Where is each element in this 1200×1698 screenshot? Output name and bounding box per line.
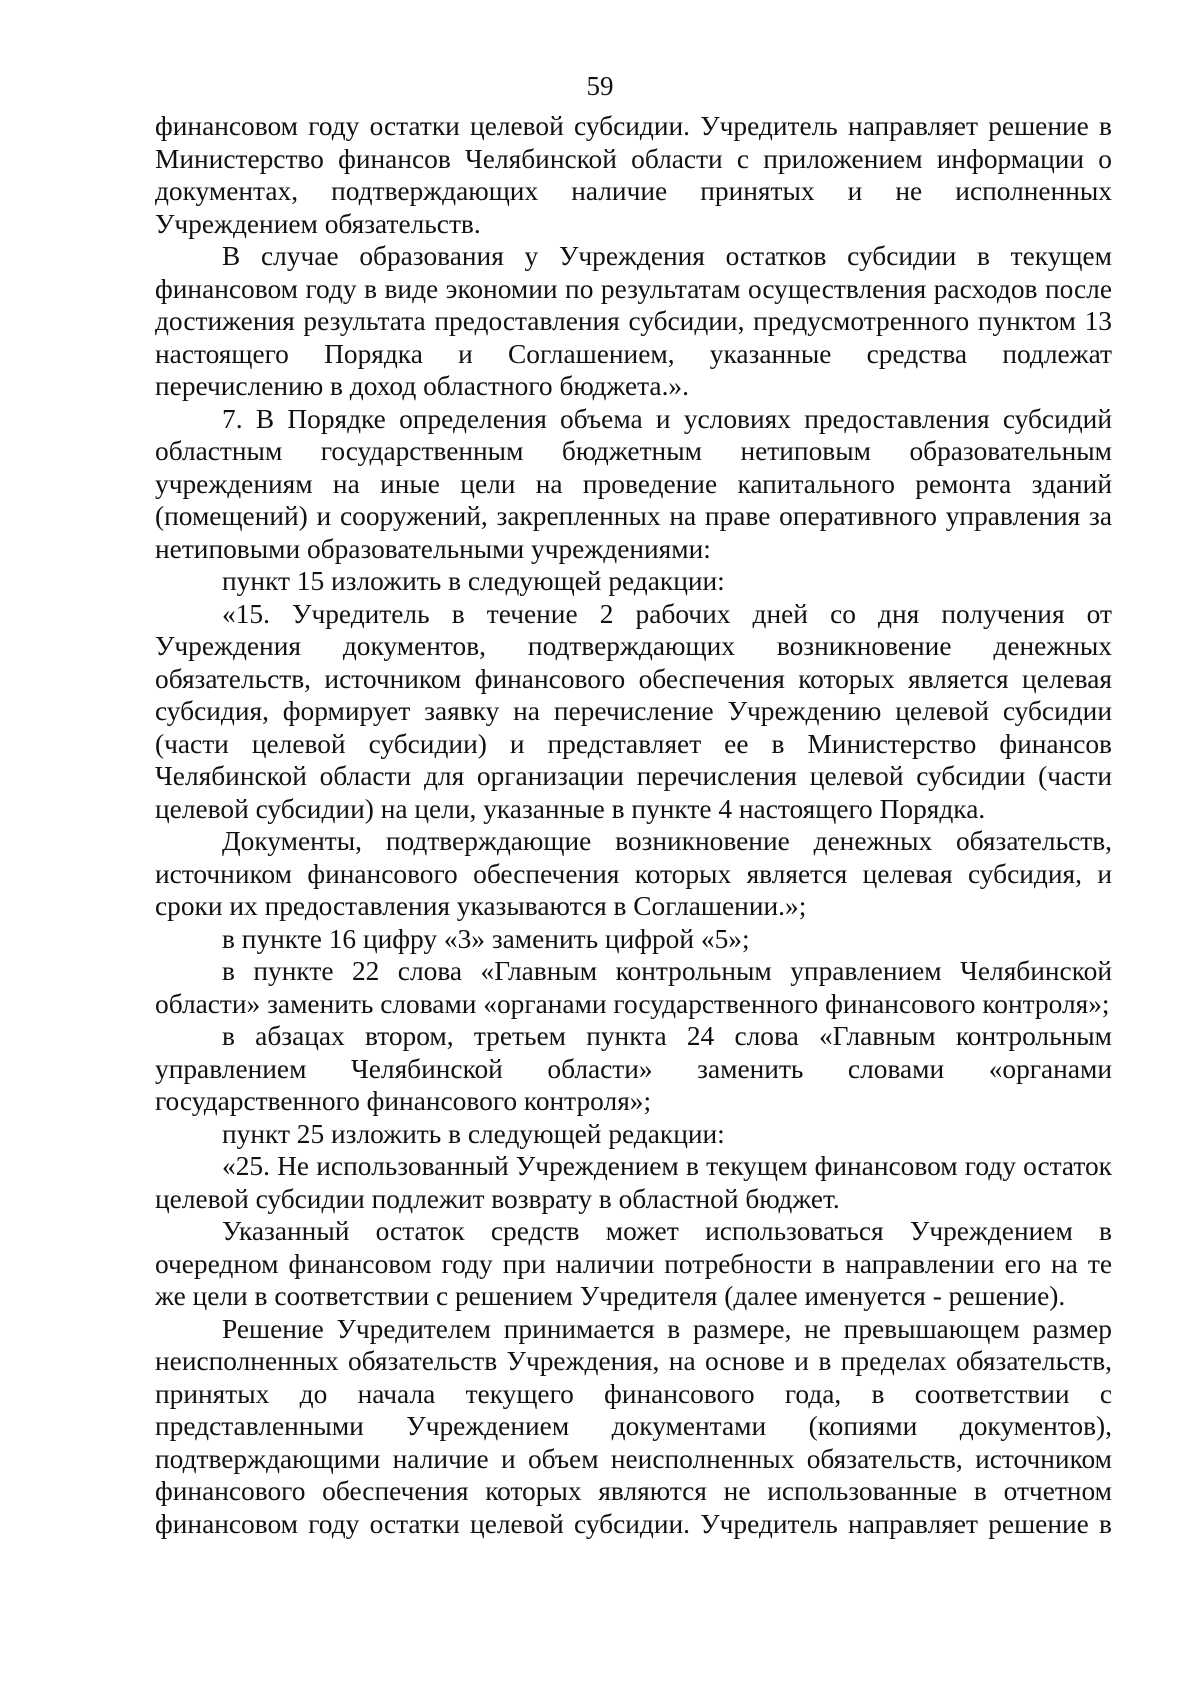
paragraph: 7. В Порядке определения объема и условиях предоставления субсидий областным государственным бюджетным нетиповым образовательным учреждениям на иные цели на проведение капитального ремонта зданий (помещений) и сооружений, закрепленных на праве оперативного управления за нетиповыми образовательными учреждениями: [155, 403, 1112, 564]
paragraph: В случае образования у Учреждения остатков субсидии в текущем финансовом году в виде экономии по результатам осуществления расходов после достижения результата предоставления субсидии, предусмотренного пунктом 13 настоящего Порядка и Соглашением, указанные средства подлежат перечислению в доход областного бюджета.». [155, 241, 1112, 401]
paragraph: «15. Учредитель в течение 2 рабочих дней со дня получения от Учреждения документов, подтверждающих возникновение денежных обязательств, источником финансового обеспечения которых является целевая субсидия, формирует заявку на перечисление Учреждению целевой субсидии (части целевой субсидии) и представляет ее в Министерство финансов Челябинской области для организации перечисления целевой субсидии (части целевой субсидии) на цели, указанные в пункте 4 настоящего Порядка. [155, 598, 1112, 824]
document-body [155, 110, 1112, 1540]
paragraph: «25. Не использованный Учреждением в текущем финансовом году остаток целевой субсидии подлежит возврату в областной бюджет. [155, 1151, 1112, 1214]
paragraph: в пункте 22 слова «Главным контрольным управлением Челябинской области» заменить словами «органами государственного финансового контроля»; [155, 956, 1112, 1019]
paragraph: пункт 15 изложить в следующей редакции: [222, 566, 725, 596]
page-number: 59 [586, 71, 614, 101]
paragraph: Документы, подтверждающие возникновение денежных обязательств, источником финансового обеспечения которых является целевая субсидия, и сроки их предоставления указываются в Соглашении.»; [155, 826, 1112, 921]
paragraph: Решение Учредителем принимается в размере, не превышающем размер неисполненных обязательств Учреждения, на основе и в пределах обязательств, принятых до начала текущего финансового года, в соответствии с представленными Учреждением документами (копиями документов), подтверждающими наличие и объем неисполненных обязательств, источником финансового обеспечения которых являются не использованные в отчетном финансовом году остатки целевой субсидии. Учредитель направляет решение в [155, 1313, 1112, 1539]
paragraph: в абзацах втором, третьем пункта 24 слова «Главным контрольным управлением Челябинской области» заменить словами «органами государственного финансового контроля»; [155, 1021, 1112, 1116]
paragraph: Указанный остаток средств может использоваться Учреждением в очередном финансовом году при наличии потребности в направлении его на те же цели в соответствии с решением Учредителя (далее именуется - решение). [155, 1216, 1112, 1311]
paragraph: финансовом году остатки целевой субсидии. Учредитель направляет решение в Министерство финансов Челябинской области с приложением информации о документах, подтверждающих наличие принятых и не исполненных Учреждением обязательств. [155, 111, 1112, 239]
paragraph: пункт 25 изложить в следующей редакции: [222, 1118, 725, 1149]
paragraph: в пункте 16 цифру «3» заменить цифрой «5»; [222, 923, 750, 954]
